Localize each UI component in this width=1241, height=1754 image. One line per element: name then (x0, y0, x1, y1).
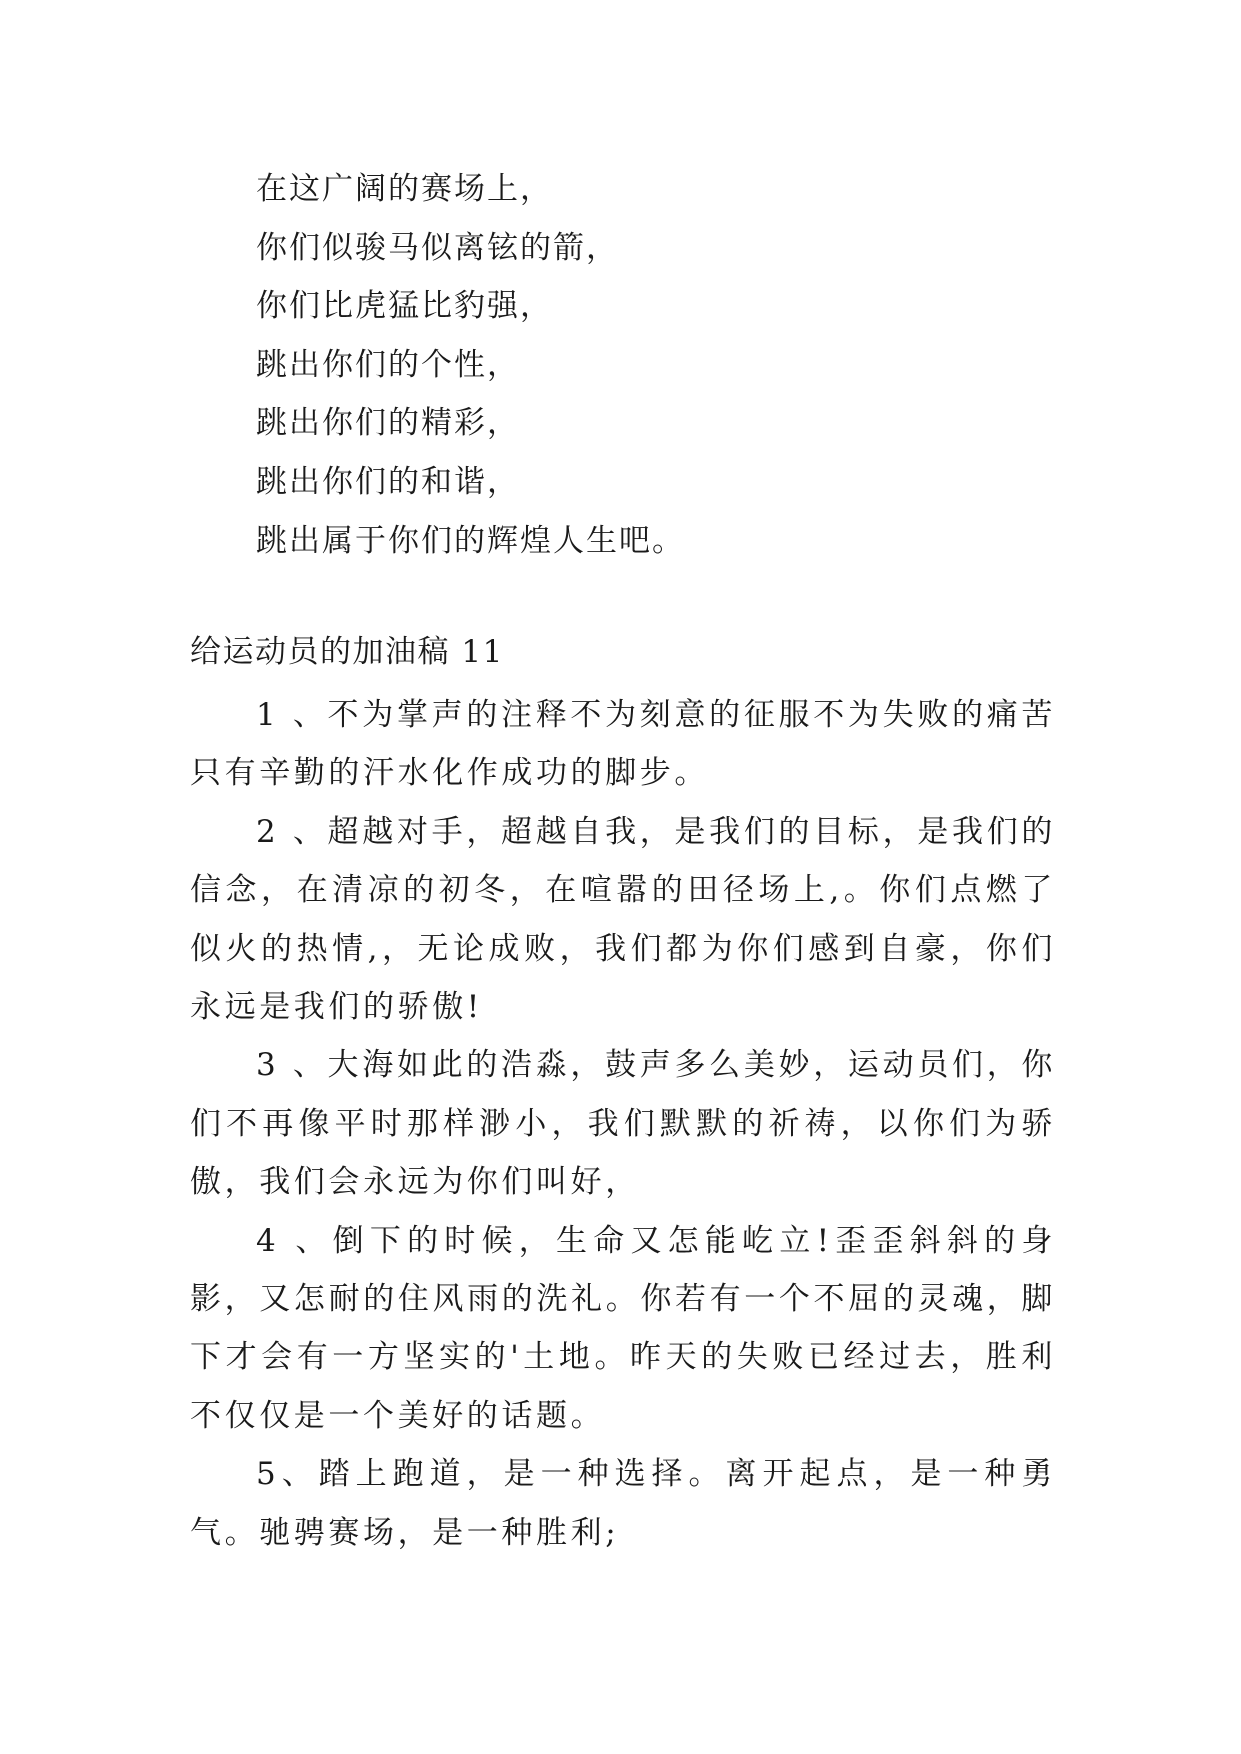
poem-block (256, 160, 1056, 570)
poem-line: 跳出你们的个性， (256, 346, 520, 383)
paragraph-2: 2 、超越对手，超越自我，是我们的目标，是我们的信念，在清凉的初冬，在喧嚣的田径场上,。你们点燃了似火的热情,，无论成败，我们都为你们感到自豪，你们永远是我们的骄傲! (190, 813, 1056, 1026)
paragraph-4: 4 、倒下的时候，生命又怎能屹立!歪歪斜斜的身影，又怎耐的住风雨的洗礼。你若有一个不屈的灵魂，脚下才会有一方坚实的'土地。昨天的失败已经过去，胜利不仅仅是一个美好的话题。 (190, 1222, 1056, 1434)
poem-line: 在这广阔的赛场上， (256, 171, 553, 207)
poem-line: 你们似骏马似离铉的箭， (256, 229, 619, 266)
poem-line: 跳出你们的和谐， (256, 463, 520, 500)
poem-line: 跳出属于你们的辉煌人生吧。 (256, 522, 685, 559)
section-title: 给运动员的加油稿 11 (190, 634, 504, 670)
paragraph-3: 3 、大海如此的浩淼，鼓声多么美妙，运动员们，你们不再像平时那样渺小，我们默默的祈祷，以你们为骄傲，我们会永远为你们叫好， (190, 1047, 1056, 1201)
body-text (190, 686, 1056, 1562)
poem-line: 跳出你们的精彩， (256, 405, 520, 442)
poem-line: 你们比虎猛比豹强， (256, 288, 553, 325)
paragraph-1: 1 、不为掌声的注释不为刻意的征服不为失败的痛苦只有辛勤的汗水化作成功的脚步。 (190, 697, 1056, 792)
paragraph-5: 5、踏上跑道，是一种选择。离开起点，是一种勇气。驰骋赛场，是一种胜利; (190, 1456, 1056, 1551)
